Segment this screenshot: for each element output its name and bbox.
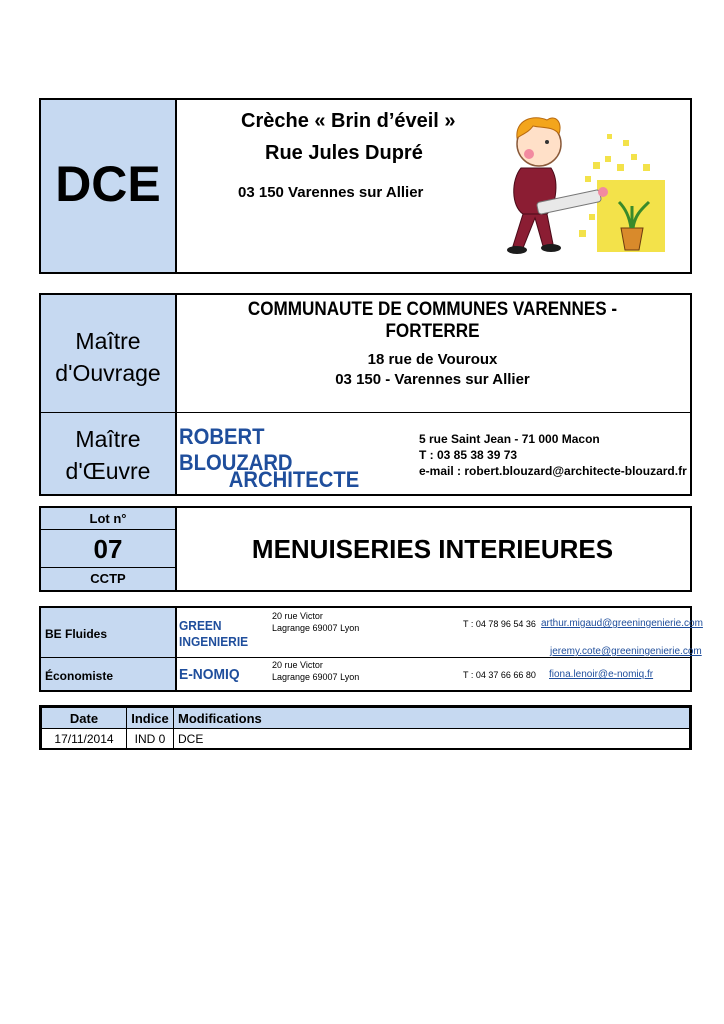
revision-modification: DCE	[174, 729, 690, 750]
doc-type: CCTP	[90, 571, 126, 586]
architect-phone: T : 03 85 38 39 73	[419, 448, 518, 462]
be-fluides-address-line2: Lagrange 69007 Lyon	[272, 623, 360, 633]
lot-label-column	[41, 508, 177, 590]
be-fluides-phone: T : 04 78 96 54 36	[463, 619, 536, 629]
economiste-address-line2: Lagrange 69007 Lyon	[272, 672, 360, 682]
architect-title: ARCHITECTE	[228, 467, 360, 492]
be-fluides-name-line2: INGENIERIE	[179, 634, 249, 649]
owner-address-line2: 03 150 - Varennes sur Allier	[335, 371, 530, 388]
table-header-row	[42, 708, 690, 729]
architect-label-line1: Maître	[75, 426, 141, 452]
economiste-name: E-NOMIQ	[179, 666, 240, 683]
be-fluides-name	[179, 618, 248, 650]
lot-number: 07	[41, 530, 175, 568]
owner-name: COMMUNAUTE DE COMMUNES VARENNES - FORTERRE	[247, 299, 618, 342]
be-fluides-email-link-2[interactable]: jeremy.cote@greeningenierie.com	[550, 646, 702, 657]
project-city: 03 150 Varennes sur Allier	[238, 184, 424, 201]
consultants-block	[39, 606, 703, 692]
column-header-index: Indice	[127, 708, 174, 729]
economiste-phone: T : 04 37 66 66 80	[463, 670, 536, 680]
be-fluides-name-line1: GREEN	[179, 618, 222, 633]
revisions-table	[41, 707, 690, 750]
owner-address-line1: 18 rue de Vouroux	[367, 351, 498, 368]
be-fluides-label: BE Fluides	[45, 627, 108, 641]
lot-title: MENUISERIES INTERIEURES	[251, 534, 614, 564]
project-street: Rue Jules Dupré	[265, 142, 423, 164]
stakeholders-block	[39, 293, 692, 496]
economiste-address	[272, 659, 359, 683]
lot-block	[39, 506, 692, 592]
divider	[41, 412, 690, 413]
column-header-date: Date	[42, 708, 127, 729]
architect-label	[41, 423, 175, 487]
architect-address: 5 rue Saint Jean - 71 000 Macon	[419, 432, 600, 446]
revisions-block	[39, 705, 692, 750]
divider	[39, 494, 659, 496]
architect-label-line2: d'Œuvre	[65, 458, 151, 484]
economiste-label: Économiste	[45, 669, 114, 683]
owner-label-line2: d'Ouvrage	[55, 360, 161, 386]
revision-index: IND 0	[127, 729, 174, 750]
header-block	[39, 98, 692, 274]
owner-label-line1: Maître	[75, 328, 141, 354]
table-row	[42, 729, 690, 750]
be-fluides-address-line1: 20 rue Victor	[272, 611, 323, 621]
economiste-address-line1: 20 rue Victor	[272, 660, 323, 670]
divider	[41, 657, 690, 658]
be-fluides-address	[272, 610, 359, 634]
owner-label	[41, 325, 175, 389]
architect-contact	[419, 431, 687, 479]
be-fluides-email-link[interactable]: arthur.migaud@greeningenierie.com	[541, 618, 703, 629]
phase-label: DCE	[55, 156, 161, 212]
architect-name: ROBERT BLOUZARD	[179, 424, 293, 475]
revision-date: 17/11/2014	[42, 729, 127, 750]
phase-cell	[41, 100, 177, 272]
economiste-email-link[interactable]: fiona.lenoir@e-nomiq.fr	[549, 669, 654, 680]
project-name: Crèche « Brin d’éveil »	[241, 110, 456, 132]
lot-label: Lot n°	[41, 508, 175, 530]
architect-email: e-mail : robert.blouzard@architecte-blouzard.fr	[419, 464, 687, 478]
column-header-modifications: Modifications	[174, 708, 690, 729]
child-with-pencil-icon	[493, 110, 665, 256]
